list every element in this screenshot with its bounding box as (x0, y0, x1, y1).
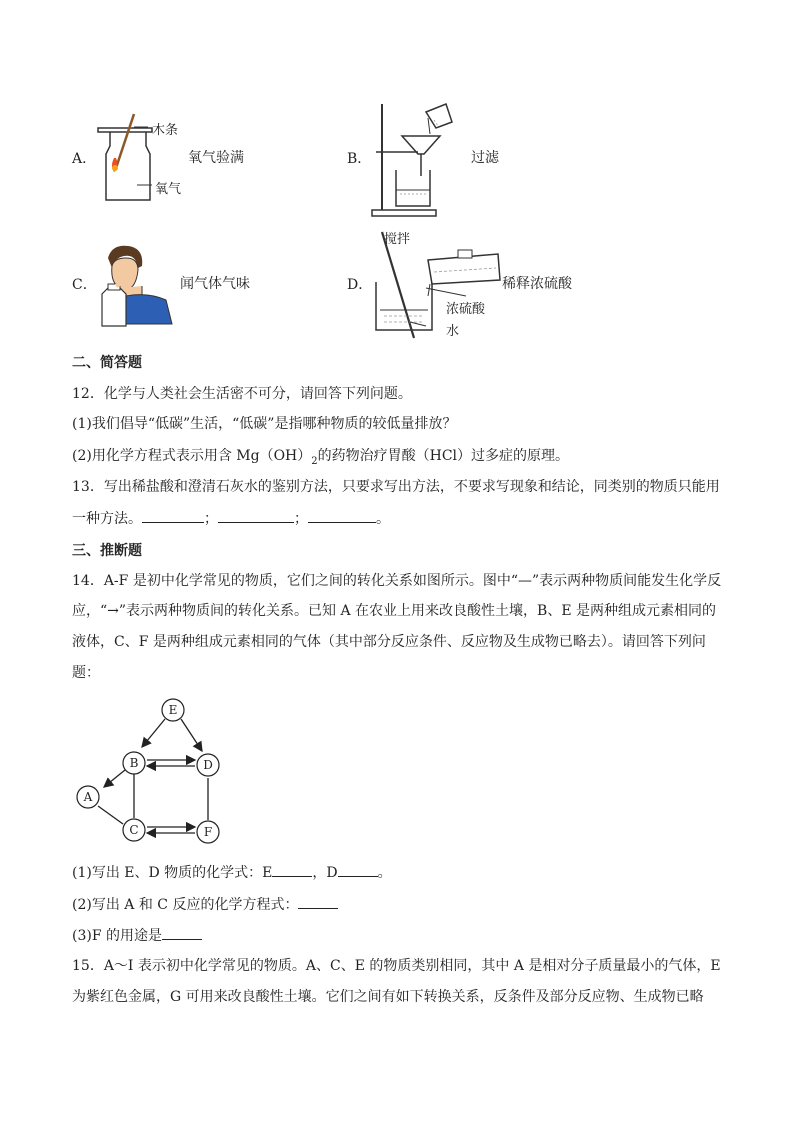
q14-part2-text: (2)写出 A 和 C 反应的化学方程式： (72, 897, 299, 913)
node-a-label: A (83, 790, 93, 804)
option-d-letter: D． (347, 277, 373, 293)
option-c-caption: 闻气体气味 (180, 276, 250, 292)
q14-part1-c: 。 (377, 865, 392, 881)
arrow-e-d (181, 719, 202, 751)
q14-blank-d[interactable] (338, 862, 378, 877)
q14-relation-diagram (70, 696, 230, 852)
q14-part1-a: (1)写出 E、D 物质的化学式：E (72, 865, 273, 881)
q13-answer-blank-2[interactable] (218, 508, 294, 523)
filtration-apparatus-icon (368, 98, 468, 222)
q12-part1: (1)我们倡导“低碳”生活，“低碳”是指哪种物质的较低量排放？ (72, 416, 457, 432)
q14-part3 (72, 925, 202, 946)
q13-line2-text: 一种方法。 (72, 511, 142, 527)
option-d-caption: 稀释浓硫酸 (502, 276, 572, 292)
q14-blank-use[interactable] (162, 925, 202, 940)
label-water: 水 (446, 324, 460, 339)
arrow-b-a (104, 770, 125, 787)
q12-stem: 12．化学与人类社会生活密不可分，请回答下列问题。 (72, 386, 412, 402)
section-short-answer: 二、简答题 (72, 355, 142, 371)
q14-line3: 液体，C、F 是两种组成元素相同的气体（其中部分反应条件、反应物及生成物已略去）。请回答下列问 (72, 634, 706, 650)
q14-blank-e[interactable] (272, 862, 312, 877)
node-d-label: D (203, 758, 213, 772)
section-inference: 三、推断题 (72, 543, 142, 559)
option-a-caption: 氧气验满 (188, 150, 244, 166)
option-c-letter: C． (72, 277, 97, 293)
q14-part1-b: ，D (312, 865, 338, 881)
label-oxygen: 氧气 (155, 182, 182, 197)
option-a-letter: A． (72, 151, 97, 167)
q15-line1: 15．A～I 表示初中化学常见的物质。A、C、E 的物质类别相同，其中 A 是相对分子质量最小的气体，E (72, 958, 721, 974)
node-b-label: B (129, 756, 139, 770)
q12-part2-subscript: 2 (311, 455, 318, 467)
q14-part3-text: (3)F 的用途是 (72, 928, 162, 944)
q14-part2 (72, 894, 338, 915)
q15-line2: 为紫红色金属，G 可用来改良酸性土壤。它们之间有如下转换关系，反条件及部分反应物、生成物已略 (72, 989, 704, 1005)
q14-line2: 应，“→”表示两种物质间的转化关系。已知 A 在农业上用来改良酸性土壤，B、E 是两种组成元素相同的 (72, 603, 717, 619)
q12-part2 (72, 446, 569, 472)
q12-part2-b: 的药物治疗胃酸（HCl）过多症的原理。 (317, 448, 570, 464)
q12-part2-a: (2)用化学方程式表示用含 Mg（OH） (72, 448, 312, 464)
q14-line1: 14．A-F 是初中化学常见的物质，它们之间的转化关系如图所示。图中“—”表示两种物质间能发生化学反 (72, 573, 722, 589)
q13-answer-blank-3[interactable] (308, 508, 376, 523)
q13-sep-2: ； (294, 511, 308, 527)
label-stir: 搅拌 (384, 232, 411, 247)
node-f-label: F (203, 825, 213, 839)
q13-line2 (72, 508, 390, 529)
q14-blank-equation[interactable] (298, 894, 338, 909)
q13-answer-blank-1[interactable] (142, 508, 204, 523)
arrow-e-b (142, 719, 165, 747)
q14-part1 (72, 862, 392, 883)
q13-sep-1: ； (204, 511, 218, 527)
node-c-label: C (129, 823, 139, 837)
option-b-letter: B． (347, 151, 372, 167)
label-wood-stick: 木条 (152, 123, 179, 138)
smelling-gas-icon (98, 240, 178, 328)
q14-line4: 题： (72, 665, 100, 681)
line-a-c (98, 806, 123, 824)
q13-end: 。 (376, 511, 390, 527)
node-e-label: E (168, 703, 178, 717)
option-b-caption: 过滤 (471, 150, 499, 166)
oxygen-test-apparatus-icon (92, 108, 202, 208)
q13-line1: 13．写出稀盐酸和澄清石灰水的鉴别方法，只要求写出方法，不要求写现象和结论，同类别的物质只能用 (72, 479, 720, 495)
label-conc-acid: 浓硫酸 (446, 302, 486, 317)
